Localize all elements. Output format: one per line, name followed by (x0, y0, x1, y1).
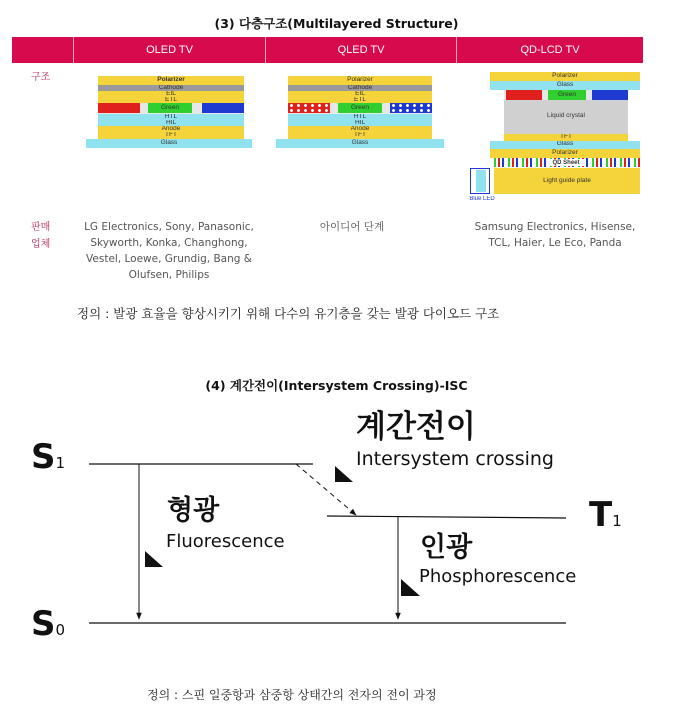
col-qdlcd: QD-LCD TV (520, 44, 580, 56)
oled-layer-polarizer: Polarizer (98, 76, 244, 85)
qled-layer-polarizer: Polarizer (288, 76, 432, 85)
phosphorescence-label-ko: 인광 (420, 532, 473, 563)
fluorescence-label-ko: 형광 (167, 495, 220, 526)
qdlcd-layer-tft: TFT (504, 134, 628, 141)
qdlcd-layer-qd-sheet: QD Sheet (548, 159, 584, 166)
t1-level-line (327, 516, 566, 518)
oled-layer-tft: TFT (98, 132, 244, 139)
qled-layer-glass: Glass (276, 139, 444, 148)
qled-blue-dots (390, 103, 432, 113)
qdlcd-layer-light-guide: Light guide plate (494, 168, 640, 194)
qdlcd-layer-liquid-crystal: Liquid crystal (504, 100, 628, 134)
qdlcd-blue-led-label: Blue LED (469, 196, 495, 202)
oled-structure (86, 76, 252, 148)
isc-label-en: Intersystem crossing (356, 448, 554, 470)
phos-triangle-marker (401, 579, 420, 596)
qdlcd-layer-polarizer-top: Polarizer (490, 72, 640, 81)
qdlcd-layer-glass-top: Glass (490, 81, 640, 90)
vendors-oled: LG Electronics, Sony, Panasonic, Skyworth, Konka, Changhong, Vestel, Loewe, Grundig, Bang & Olufsen, Philips (84, 221, 254, 281)
section3-definition: 정의 : 발광 효율을 향상시키기 위해 다수의 유기층을 갖는 발광 다이오드 구조 (77, 306, 500, 321)
oled-layer-cathode: Cathode (98, 85, 244, 91)
qled-layer-anode: Anode (288, 126, 432, 132)
section4-definition: 정의 : 스핀 일중항과 삼중항 상태간의 전자의 전이 과정 (147, 688, 437, 702)
qled-layer-etl: ETL (288, 97, 432, 103)
qdlcd-green-filter: Green (548, 90, 586, 100)
qled-green-pixel: Green (338, 103, 382, 113)
qled-red-dots (288, 103, 330, 113)
oled-layer-glass: Glass (86, 139, 252, 148)
qdlcd-red-filter (506, 90, 542, 100)
fluor-triangle-marker (145, 551, 163, 567)
row-structure-label: 구조 (31, 72, 51, 83)
oled-blue-pixel (202, 103, 244, 113)
oled-layer-etl: ETL (98, 97, 244, 103)
qdlcd-structure (468, 72, 643, 204)
oled-layer-hil: HIL (98, 120, 244, 126)
qdlcd-blue-filter (592, 90, 628, 100)
qled-layer-hil: HIL (288, 120, 432, 126)
oled-red-pixel (98, 103, 140, 113)
qled-layer-cathode: Cathode (288, 85, 432, 91)
qled-layer-eil: EIL (288, 91, 432, 97)
oled-layer-eil: EIL (98, 91, 244, 97)
oled-layer-anode: Anode (98, 126, 244, 132)
vendors-qdlcd: Samsung Electronics, Hisense, TCL, Haier, Le Eco, Panda (474, 221, 636, 249)
isc-diagram (0, 395, 673, 685)
col-qled: QLED TV (337, 44, 385, 56)
s0-label: S0 (31, 604, 66, 644)
s1-label: S1 (31, 437, 66, 477)
qled-layer-htl: HTL (288, 114, 432, 120)
isc-triangle-marker (335, 466, 353, 482)
section3-title: (3) 다층구조(Multilayered Structure) (214, 16, 459, 31)
oled-green-pixel: Green (148, 103, 192, 113)
qled-layer-tft: TFT (288, 132, 432, 139)
qdlcd-blue-led-strip (476, 170, 486, 192)
t1-label: T1 (589, 495, 622, 535)
col-oled: OLED TV (146, 44, 193, 56)
vendors-qled: 아이디어 단계 (319, 221, 385, 233)
qdlcd-layer-polarizer-bottom: Polarizer (490, 149, 640, 158)
fluorescence-label-en: Fluorescence (166, 531, 285, 552)
isc-label-ko: 계간전이 (356, 409, 476, 445)
phosphorescence-label-en: Phosphorescence (419, 566, 577, 587)
table-header (12, 37, 643, 63)
section4-title: (4) 계간전이(Intersystem Crossing)-ISC (205, 378, 468, 393)
qdlcd-layer-glass-bottom: Glass (490, 141, 640, 149)
oled-layer-htl: HTL (98, 114, 244, 120)
isc-dashed-arrow (296, 464, 356, 515)
qled-structure (276, 76, 444, 148)
row-vendor-label: 판매 업체 (31, 222, 51, 250)
